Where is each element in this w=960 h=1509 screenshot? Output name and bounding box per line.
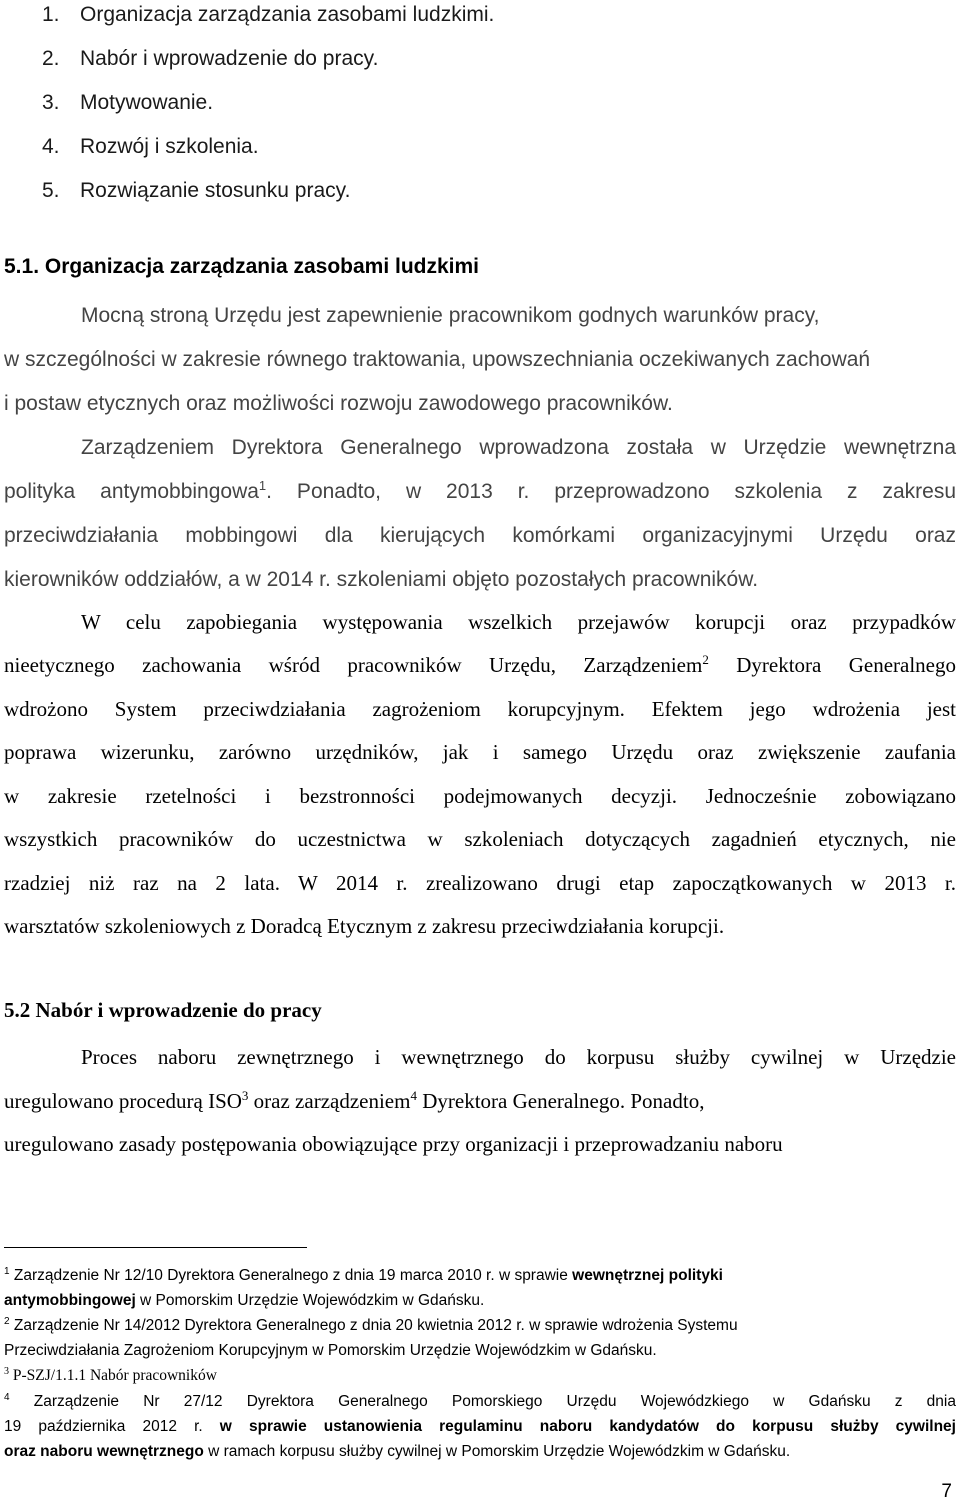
paragraph-line: polityka antymobbingowa$^1$. Ponadto, w 2013 r. przeprowadzono szkolenia z zakresu (4, 478, 956, 503)
list-item: 5. Rozwiązanie stosunku pracy. (42, 179, 351, 202)
list-item: 1. Organizacja zarządzania zasobami ludzkimi. (42, 3, 495, 26)
footnote-ref: 2 (702, 652, 709, 667)
paragraph-line: warsztatów szkoleniowych z Doradcą Etycznym z zakresu przeciwdziałania korupcji. (4, 914, 725, 938)
paragraph-line: przeciwdziałania mobbingowi dla kierujących komórkami organizacyjnymi Urzędu oraz (4, 524, 956, 547)
footnote-2-cont: Przeciwdziałania Zagrożeniom Korupcyjnym w Pomorskim Urzędzie Wojewódzkim w Gdańsku. (4, 1342, 657, 1359)
paragraph-line: w zakresie rzetelności i bezstronności podejmowanych decyzji. Jednocześnie zobowiązano (4, 784, 956, 808)
footnote-2: $^2$ Zarządzenie Nr 14/2012 Dyrektora Generalnego z dnia 20 kwietnia 2012 r. w sprawie wdrożenia Systemu (4, 1315, 738, 1334)
section-heading-5-1: 5.1. Organizacja zarządzania zasobami ludzkimi (4, 255, 480, 278)
footnote-4: $^4$ Zarządzenie Nr 27/12 Dyrektora Generalnego Pomorskiego Urzędu Wojewódzkiego w Gdańsku z dnia (4, 1391, 956, 1410)
paragraph-line: nieetycznego zachowania wśród pracowników Urzędu, Zarządzeniem$^2$ Dyrektora Generalnego (4, 652, 956, 677)
paragraph-line: rzadziej niż raz na 2 lata. W 2014 r. zrealizowano drugi etap zapoczątkowanych w 2013 r. (4, 871, 956, 895)
footnote-4-cont: oraz naboru wewnętrznego w ramach korpusu służby cywilnej w Pomorskim Urzędzie Wojewódzkim w Gdańsku. (4, 1443, 791, 1460)
page-number: 7 (941, 1481, 952, 1502)
paragraph-line: poprawa wizerunku, zarówno urzędników, jak i samego Urzędu oraz zwiększenie zaufania (4, 740, 956, 764)
footnote-ref: 1 (258, 478, 267, 493)
paragraph-line: Proces naboru zewnętrznego i wewnętrznego do korpusu służby cywilnej w Urzędzie (81, 1045, 956, 1069)
paragraph-line: wdrożono System przeciwdziałania zagrożeniom korupcyjnym. Efektem jego wdrożenia jest (4, 697, 956, 721)
footnote-ref: 3 (241, 1088, 249, 1103)
paragraph-line: W celu zapobiegania występowania wszelkich przejawów korupcji oraz przypadków (81, 610, 956, 634)
footnote-separator (4, 1247, 307, 1248)
footnote-1-cont: antymobbingowej w Pomorskim Urzędzie Wojewódzkim w Gdańsku. (4, 1292, 485, 1309)
section-heading-5-2: 5.2 Nabór i wprowadzenie do pracy (4, 998, 322, 1022)
paragraph-line: w szczególności w zakresie równego traktowania, upowszechniania oczekiwanych zachowań (4, 348, 871, 371)
paragraph-line: uregulowano zasady postępowania obowiązujące przy organizacji i przeprowadzaniu naboru (4, 1132, 783, 1156)
paragraph-line: wszystkich pracowników do uczestnictwa w szkoleniach dotyczących zagadnień etycznych, nie (4, 827, 956, 851)
paragraph-line: Mocną stroną Urzędu jest zapewnienie pracownikom godnych warunków pracy, (81, 304, 820, 327)
paragraph-line: i postaw etycznych oraz możliwości rozwoju zawodowego pracowników. (4, 392, 673, 415)
paragraph-line: kierowników oddziałów, a w 2014 r. szkoleniami objęto pozostałych pracowników. (4, 568, 759, 591)
contents-list (42, 0, 494, 220)
footnote-1: $^1$ Zarządzenie Nr 12/10 Dyrektora Generalnego z dnia 19 marca 2010 r. w sprawie wewnętrznej polityki (4, 1265, 723, 1284)
paragraph-line: Zarządzeniem Dyrektora Generalnego wprowadzona została w Urzędzie wewnętrzna (81, 436, 956, 459)
list-item: 4. Rozwój i szkolenia. (42, 135, 259, 158)
footnote-4-cont: 19 października 2012 r. w sprawie ustanowienia regulaminu naboru kandydatów do korpusu służby cywilnej (4, 1418, 956, 1435)
list-item: 3. Motywowanie. (42, 91, 214, 114)
paragraph-line: uregulowano procedurą ISO$^3$ oraz zarządzeniem$^4$ Dyrektora Generalnego. Ponadto, (4, 1088, 705, 1113)
list-item: 2. Nabór i wprowadzenie do pracy. (42, 47, 379, 70)
footnote-3: $^3$ P-SZJ/1.1.1 Nabór pracowników (4, 1365, 217, 1384)
footnote-ref: 4 (410, 1088, 417, 1103)
